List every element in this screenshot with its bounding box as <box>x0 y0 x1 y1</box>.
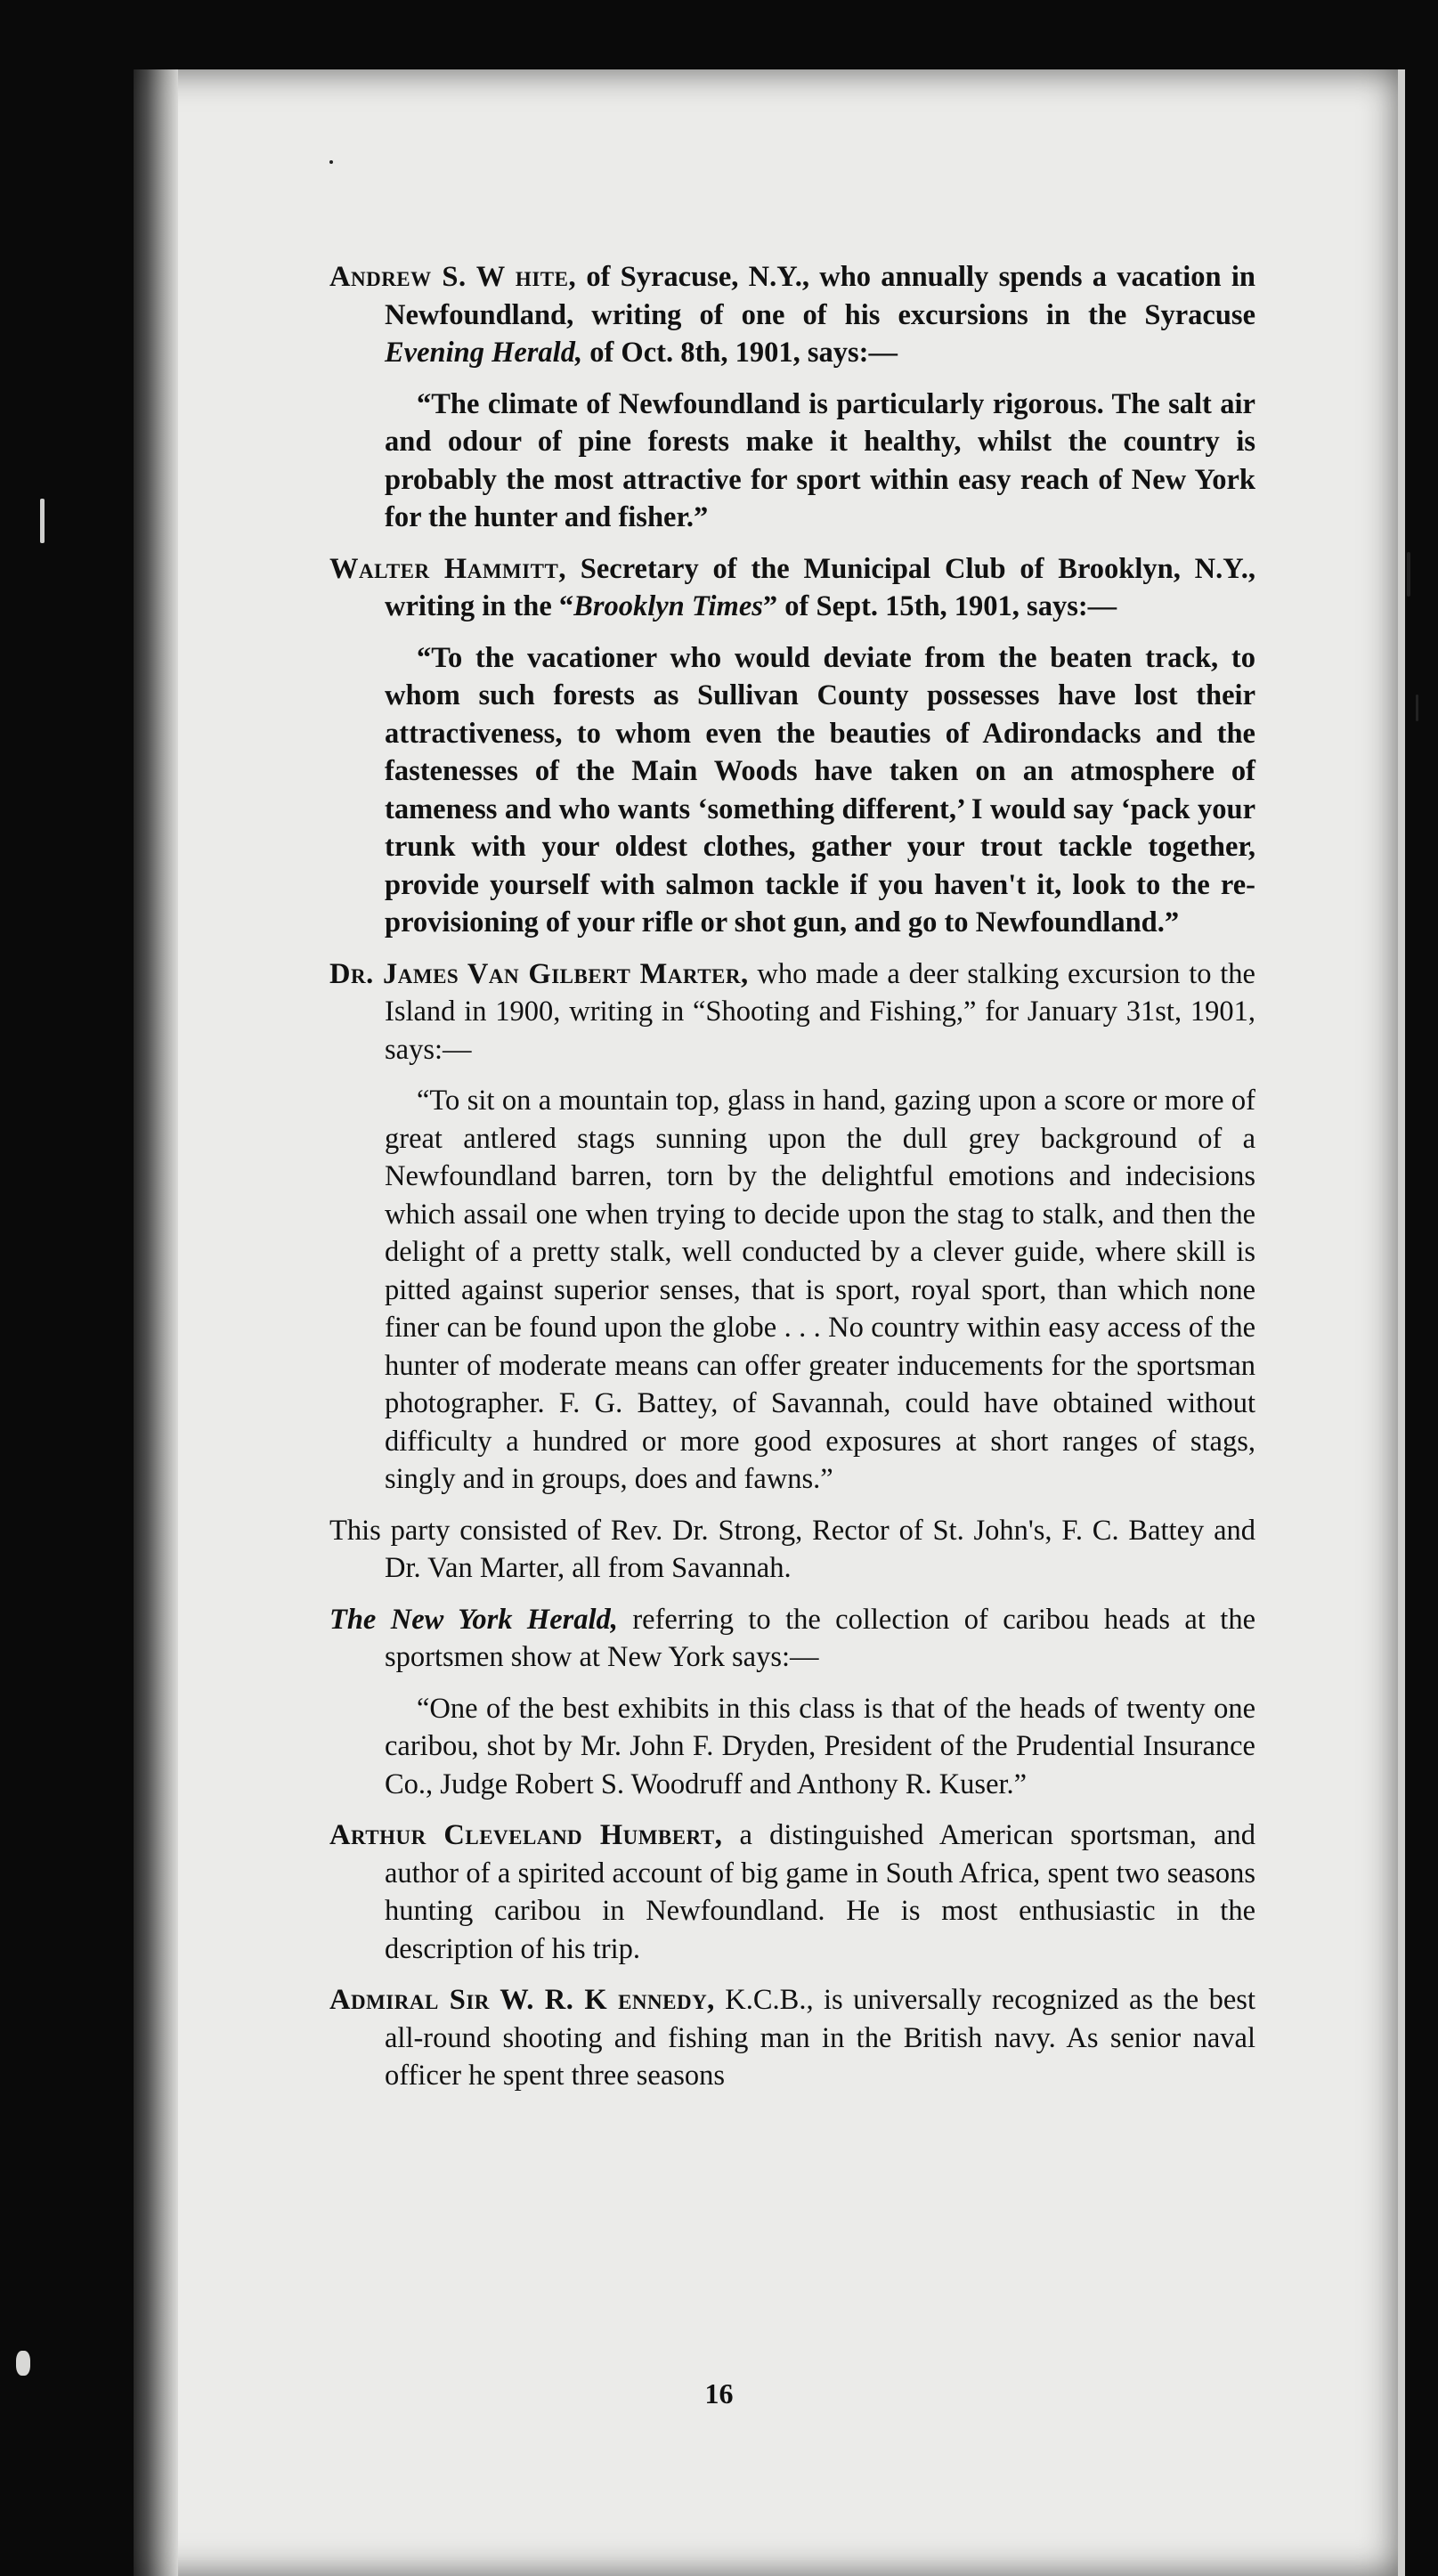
entry-text: of Oct. 8th, 1901, says:— <box>582 337 898 369</box>
entry-text: referring to the collection of caribou heads at the sportsmen show at New York says:— <box>385 1603 1255 1673</box>
publication-title: Evening Herald, <box>385 337 583 369</box>
entry-walter-hammitt <box>329 550 1255 626</box>
entry-text: who made a deer stalking excursion to the Island in 1900, writing in “Shooting and Fishing,” for January 31st, 1901, says:— <box>385 957 1255 1066</box>
entry-humbert <box>329 1816 1255 1968</box>
binding-gutter <box>134 69 178 2576</box>
scan-speck <box>1407 552 1410 597</box>
quote-van-marter: “To sit on a mountain top, glass in hand, gazing upon a score or more of great antlered stags sunning upon the dull grey background of a Newfoundland barren, torn by the delightful emotions and indecisions which assail one when trying to decide upon the stag to stalk, and then the delight of a pretty stalk, well conducted by a clever guide, where skill is pitted against superior senses, that is sport, royal sport, than which none finer can be found upon the globe . . . No country within easy access of the hunter of moderate means can offer greater inducements for the sportsman photographer. F. G. Battey, of Savannah, could have obtained without difficulty a hundred or more good exposures at short ranges of stags, singly and in groups, does and fawns.” <box>385 1085 1255 1495</box>
person-name: Arthur Cleveland Humbert, <box>329 1819 723 1851</box>
page-edge <box>1398 69 1405 2576</box>
entry-party <box>329 1512 1255 1588</box>
entry-text: K.C.B., is universally recognized as the best all-round shooting and fishing man in the British navy. As senior naval officer he spent three seasons <box>385 1984 1255 2092</box>
scan-speck <box>16 2351 30 2376</box>
person-name: Dr. James Van Gilbert Marter, <box>329 957 749 990</box>
person-name: Admiral Sir W. R. K ennedy, <box>329 1984 715 2016</box>
scan-speck <box>1416 695 1418 721</box>
scan-speck <box>329 160 333 164</box>
person-name: Andrew S. W hite, <box>329 261 577 293</box>
entry-text: a distinguished American sportsman, and author of a spirited account of big game in South Africa, spent two seasons hunting caribou in Newfoundland. He is most enthusiastic in the description of his trip. <box>385 1819 1255 1965</box>
quote-andrew-white: “The climate of Newfoundland is particularly rigorous. The salt air and odour of pine forests make it healthy, whilst the country is probably the most attractive for sport within easy reach of New York for the hunter and fisher.” <box>385 387 1255 533</box>
entry-van-marter <box>329 955 1255 1069</box>
entry-new-york-herald <box>329 1601 1255 1677</box>
body-text <box>329 258 1255 2109</box>
page-number: 16 <box>704 2377 734 2409</box>
entry-text: This party consisted of Rev. Dr. Strong, Rector of St. John's, F. C. Battey and Dr. Van Marter, all from Savannah. <box>329 1514 1255 1584</box>
entry-andrew-white <box>329 258 1255 372</box>
entry-text: Secretary of the Municipal Club of Brooklyn, N.Y., writing in the “ <box>385 552 1255 622</box>
entry-text: of Syracuse, N.Y., who annually spends a vacation in Newfoundland, writing of one of his excursions in the Syracuse <box>385 261 1255 331</box>
entry-kennedy <box>329 1981 1255 2095</box>
entry-text: ” of Sept. 15th, 1901, says:— <box>762 590 1117 622</box>
quote-walter-hammitt: “To the vacationer who would deviate from the beaten track, to whom such forests as Sullivan County possesses have lost their attractiveness, to whom even the beauties of Adirondacks and the fastenesses of the Main Woods have taken on an atmosphere of tameness and who wants ‘something different,’ I would say ‘pack your trunk with your oldest clothes, gather your trout tackle together, provide yourself with salmon tackle if you haven't it, look to the re-provisioning of your rifle or shot gun, and go to Newfoundland.” <box>385 641 1255 939</box>
scan-speck <box>40 499 45 543</box>
quote-new-york-herald: “One of the best exhibits in this class is that of the heads of twenty one caribou, shot by Mr. John F. Dryden, President of the Prudential Insurance Co., Judge Robert S. Woodruff and Anthony R. Kuser.” <box>385 1692 1255 1800</box>
publication-title: Brooklyn Times <box>573 590 763 622</box>
person-name: Walter Hammitt, <box>329 552 566 585</box>
publication-title: The New York Herald, <box>329 1603 618 1636</box>
